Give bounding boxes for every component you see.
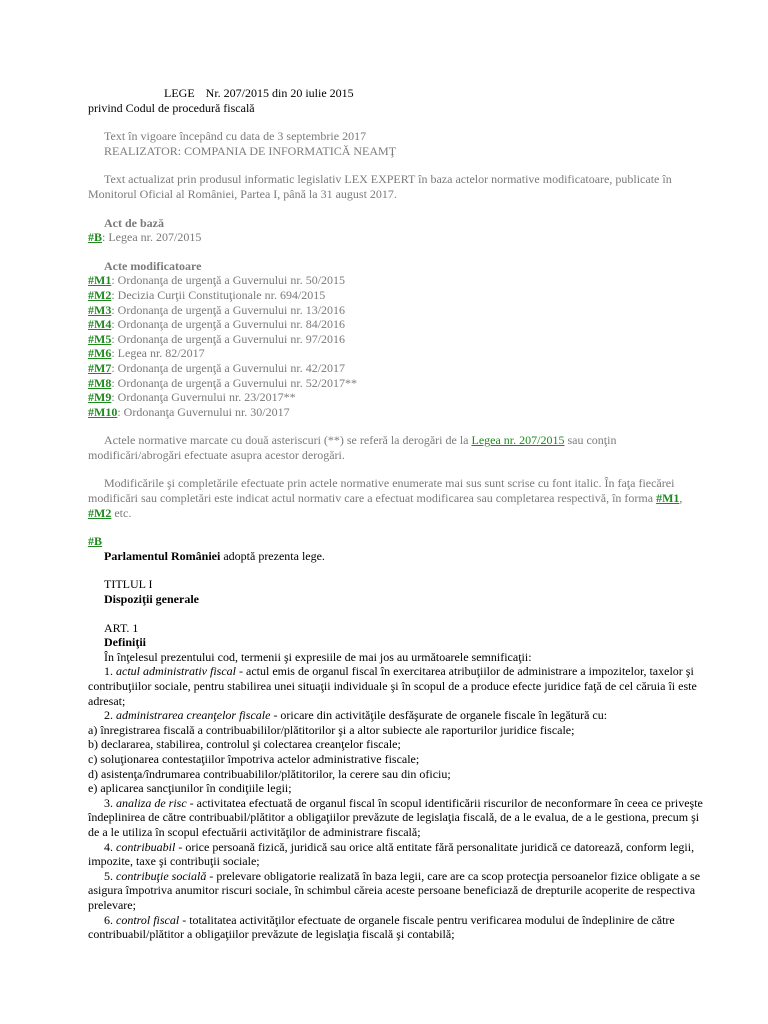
- act-modificator-tag-link[interactable]: #M8: [88, 375, 112, 390]
- definitions-list-2: [88, 796, 708, 942]
- act-modificator-text: : Ordonanţa Guvernului nr. 30/2017: [117, 404, 290, 419]
- act-modificator-tag-link[interactable]: #M3: [88, 302, 112, 317]
- titlu-heading: TITLUL I: [104, 577, 153, 592]
- parlament-rest: adoptă prezenta lege.: [220, 548, 325, 563]
- definition-item: [88, 913, 708, 942]
- asterisc-note-before: Actele normative marcate cu două asteriscuri (**) se referă la derogări de la: [104, 433, 472, 448]
- asterisc-note: [88, 433, 708, 462]
- sub-item: c) soluţionarea contestaţiilor împotriva actelor administrative fiscale;: [88, 751, 420, 766]
- definition-number: 1.: [104, 664, 116, 679]
- definition-item: [88, 796, 708, 840]
- parlament-bold: Parlamentul României: [104, 548, 221, 563]
- act-baza-line: [88, 230, 708, 245]
- definition-text: - prelevare obligatorie realizată în baza legii, care are ca scop protecţia persoanelor fizice obligate a se asigura împotriva anumitor riscuri sociale, în schimbul căreia aceste persoane beneficiază de drepturile acoperite de respectiva prelevare;: [88, 868, 701, 912]
- act-modificator-item: [88, 332, 708, 347]
- art-heading: ART. 1: [104, 620, 139, 635]
- definitions-list: [88, 664, 708, 722]
- act-modificator-item: [88, 376, 708, 391]
- act-baza-text: : Legea nr. 207/2015: [102, 230, 202, 245]
- definition-term: analiza de risc: [116, 795, 187, 810]
- definition-term: control fiscal: [116, 912, 180, 927]
- act-modificator-item: [88, 273, 708, 288]
- act-modificator-tag-link[interactable]: #M9: [88, 390, 112, 405]
- definition-text: - activitatea efectuată de organul fiscal în scopul identificării riscurilor de neconformare în ceea ce priveşte îndeplinirea de către contribuabil/plătitor a obligaţiilor prevăzute de legislaţia fiscală, de a le evalua, de a le gestiona, precum şi de a le utiliza în scopul efectuării activităţilor de administrare fiscală;: [88, 795, 703, 839]
- asterisc-note-after: sau conţin modificări/abrogări efectuate asupra acestor derogări.: [88, 433, 617, 462]
- titlu-name: Dispoziţii generale: [104, 592, 199, 607]
- definition-text: - orice persoană fizică, juridică sau orice altă entitate fără personalitate juridică ce datorează, conform legii, impozite, taxe şi contribuţii sociale;: [88, 839, 695, 869]
- act-modificator-item: [88, 288, 708, 303]
- definition-item: [88, 664, 708, 708]
- act-modificator-tag-link[interactable]: #M4: [88, 317, 112, 332]
- act-modificator-text: : Ordonanţa de urgenţă a Guvernului nr. 84/2016: [111, 317, 346, 332]
- actualizat-note: Text actualizat prin produsul informatic legislativ LEX EXPERT în baza actelor normative modificatoare, publicate în Monitorul Oficial al României, Partea I, până la 31 august 2017.: [88, 172, 672, 201]
- act-modificator-tag-link[interactable]: #M7: [88, 360, 112, 375]
- act-modificator-tag-link[interactable]: #M10: [88, 404, 118, 419]
- definition-term: actul administrativ fiscal: [116, 664, 236, 679]
- italic-note-after: etc.: [111, 505, 132, 520]
- definition-number: 2.: [104, 708, 116, 723]
- definition-text: - totalitatea activităţilor efectuate de organele fiscale pentru verificarea modului de îndeplinire de către contribuabil/plătitor a obligaţiilor prevăzute de legislaţia fiscală şi contabilă;: [88, 912, 675, 942]
- definition-number: 4.: [104, 839, 116, 854]
- law-number: Nr. 207/2015 din 20 iulie 2015: [205, 86, 354, 100]
- act-modificator-tag-link[interactable]: #M6: [88, 346, 112, 361]
- definition-item: [88, 869, 708, 913]
- in-force-line: Text în vigoare începând cu data de 3 septembrie 2017: [104, 129, 367, 144]
- act-modificator-text: : Ordonanţa de urgenţă a Guvernului nr. 97/2016: [111, 331, 346, 346]
- law-subtitle: privind Codul de procedură fiscală: [88, 100, 255, 115]
- act-modificator-text: : Ordonanţa de urgenţă a Guvernului nr. 42/2017: [111, 360, 346, 375]
- italic-note: [88, 476, 708, 520]
- definition-term: contribuţie socială: [116, 868, 207, 883]
- act-modificator-item: [88, 303, 708, 318]
- law-type: LEGE: [164, 86, 195, 100]
- sub-item: d) asistenţa/îndrumarea contribuabililor/plătitorilor, la cerere sau din oficiu;: [88, 766, 451, 781]
- act-modificator-tag-link[interactable]: #M2: [88, 287, 112, 302]
- sub-item: a) înregistrarea fiscală a contribuabililor/plătitorilor şi a altor subiecte ale raporturilor juridice fiscale;: [88, 722, 575, 737]
- act-modificator-item: [88, 361, 708, 376]
- m2-example-link[interactable]: #M2: [88, 505, 112, 520]
- acte-modificatoare-heading: Acte modificatoare: [104, 258, 202, 273]
- act-modificator-tag-link[interactable]: #M5: [88, 331, 112, 346]
- document-page: [88, 86, 708, 942]
- act-modificator-text: : Legea nr. 82/2017: [111, 346, 205, 361]
- legea-link[interactable]: Legea nr. 207/2015: [471, 433, 565, 448]
- act-modificator-tag-link[interactable]: #M1: [88, 273, 112, 288]
- act-baza-heading: Act de bază: [104, 215, 164, 230]
- m1-example-link[interactable]: #M1: [656, 491, 680, 506]
- definition-item: [88, 708, 708, 723]
- law-title: [88, 86, 708, 101]
- b-tag-link[interactable]: #B: [88, 534, 103, 549]
- act-modificator-text: : Ordonanţa de urgenţă a Guvernului nr. 50/2015: [111, 273, 346, 288]
- sub-items-list: [88, 723, 708, 796]
- definition-item: [88, 840, 708, 869]
- parlament-line: [88, 549, 708, 564]
- act-modificator-item: [88, 405, 708, 420]
- act-modificator-item: [88, 390, 708, 405]
- definition-text: - oricare din activităţile desfăşurate de organele fiscale în legătură cu:: [270, 708, 608, 723]
- definition-number: 3.: [104, 795, 116, 810]
- definition-number: 5.: [104, 868, 116, 883]
- act-modificator-item: [88, 317, 708, 332]
- italic-note-sep: ,: [679, 491, 683, 506]
- art-intro: În înţelesul prezentului cod, termenii şi expresiile de mai jos au următoarele semnificaţii:: [104, 649, 532, 664]
- act-baza-tag-link[interactable]: #B: [88, 230, 103, 245]
- definition-number: 6.: [104, 912, 116, 927]
- acte-modificatoare-list: [88, 273, 708, 419]
- italic-note-before: Modificările şi completările efectuate prin actele normative enumerate mai sus sunt scrise cu font italic. În faţa fiecărei modificări sau completări este indicat actul normativ care a efectuat modificarea sau completarea respectivă, în forma: [88, 476, 675, 506]
- definition-term: administrarea creanţelor fiscale: [116, 708, 271, 723]
- definition-text: - actul emis de organul fiscal în exercitarea atribuţiilor de administrare a impozitelor, taxelor şi contribuţiilor sociale, pentru stabilirea unei situaţii individuale şi în scopul de a produce efecte juridice faţă de cel căruia îi este adresat;: [88, 664, 697, 708]
- act-modificator-text: : Decizia Curţii Constituţionale nr. 694/2015: [111, 287, 326, 302]
- realizator-line: REALIZATOR: COMPANIA DE INFORMATICĂ NEAMŢ: [104, 143, 397, 158]
- sub-item: e) aplicarea sancţiunilor în condiţiile legii;: [88, 781, 292, 796]
- art-name: Definiţii: [104, 635, 146, 650]
- act-modificator-text: : Ordonanţa de urgenţă a Guvernului nr. 13/2016: [111, 302, 346, 317]
- act-modificator-text: : Ordonanţa Guvernului nr. 23/2017**: [111, 390, 296, 405]
- act-modificator-text: : Ordonanţa de urgenţă a Guvernului nr. 52/2017**: [111, 375, 358, 390]
- act-modificator-item: [88, 346, 708, 361]
- sub-item: b) declararea, stabilirea, controlul şi colectarea creanţelor fiscale;: [88, 737, 401, 752]
- definition-term: contribuabil: [116, 839, 176, 854]
